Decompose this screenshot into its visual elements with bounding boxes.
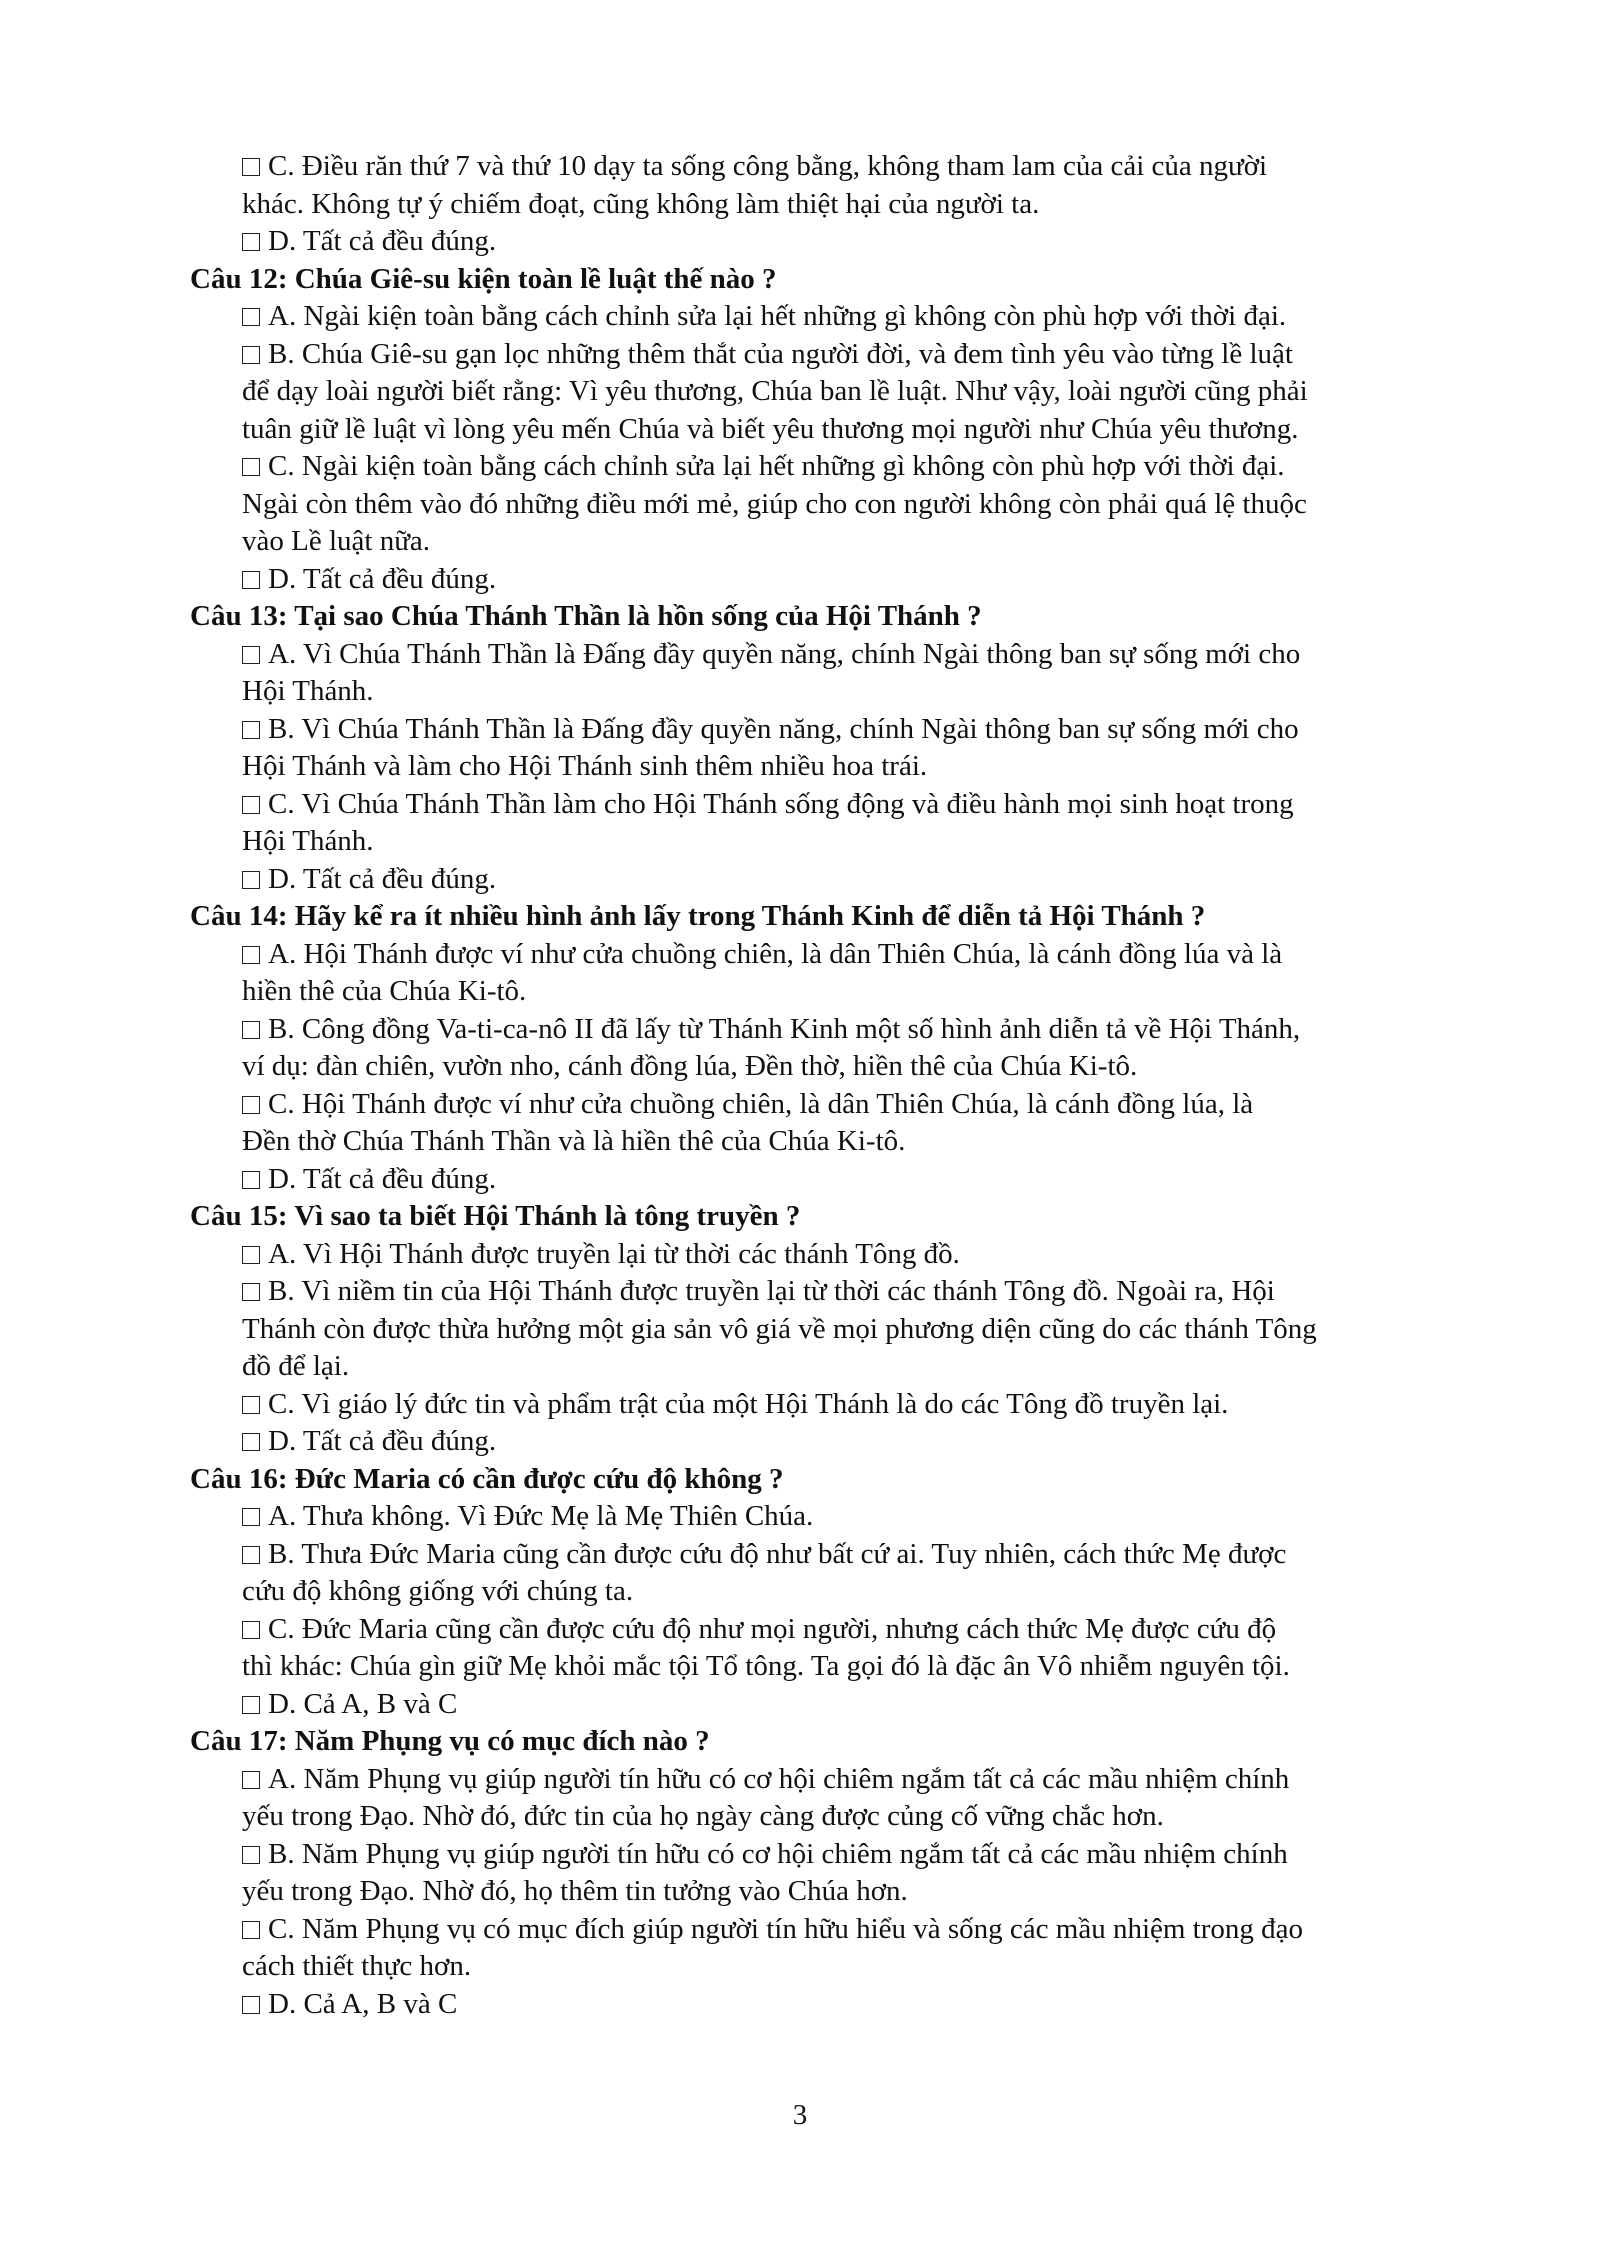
checkbox[interactable] [242,346,260,364]
option-text: tuân giữ lề luật vì lòng yêu mến Chúa và biết yêu thương mọi người như Chúa yêu thương. [242,412,1299,445]
option-text: cách thiết thực hơn. [242,1950,472,1982]
option-text: C. Ngài kiện toàn bằng cách chỉnh sửa lại hết những gì không còn phù hợp với thời đại. [268,450,1285,482]
checkbox[interactable] [242,1846,260,1864]
checkbox[interactable] [242,1396,260,1414]
checkbox[interactable] [242,1546,260,1564]
option-text: A. Năm Phụng vụ giúp người tín hữu có cơ hội chiêm ngắm tất cả các mầu nhiệm chính [268,1762,1290,1795]
option-text: Hội Thánh. [242,825,374,857]
option-text: yếu trong Đạo. Nhờ đó, họ thêm tin tưởng vào Chúa hơn. [242,1875,908,1907]
answer-option [190,1986,1412,2024]
checkbox[interactable] [242,646,260,664]
option-text: ví dụ: đàn chiên, vườn nho, cánh đồng lúa, Đền thờ, hiền thê của Chúa Ki-tô. [242,1050,1138,1082]
option-text: Thánh còn được thừa hưởng một gia sản vô giá về mọi phương diện cũng do các thánh Tông [242,1312,1317,1345]
question-title: Câu 15: Vì sao ta biết Hội Thánh là tông truyền ? [190,1200,801,1232]
option-text: để dạy loài người biết rằng: Vì yêu thương, Chúa ban lề luật. Như vậy, loài người cũng phải [242,375,1308,407]
option-text: D. Cả A, B và C [268,1987,458,2020]
option-text: D. Tất cả đều đúng. [268,1162,497,1195]
option-text: A. Vì Chúa Thánh Thần là Đấng đầy quyền năng, chính Ngài thông ban sự sống mới cho [268,637,1301,670]
option-text: C. Điều răn thứ 7 và thứ 10 dạy ta sống công bằng, không tham lam của cải của người [268,150,1268,182]
option-text: Đền thờ Chúa Thánh Thần và là hiền thê của Chúa Ki-tô. [242,1125,906,1157]
answer-option [190,1086,1412,1161]
answer-option [190,636,1412,711]
answer-option [190,1273,1412,1386]
answer-option [190,936,1412,1011]
question-title: Câu 16: Đức Maria có cần được cứu độ không ? [190,1462,784,1495]
option-text: C. Năm Phụng vụ có mục đích giúp người tín hữu hiểu và sống các mầu nhiệm trong đạo [268,1912,1304,1945]
option-text: D. Tất cả đều đúng. [268,862,497,895]
checkbox[interactable] [242,721,260,739]
answer-option [190,336,1412,449]
option-text: C. Hội Thánh được ví như cửa chuồng chiên, là dân Thiên Chúa, là cánh đồng lúa, là [268,1087,1254,1120]
option-text: D. Tất cả đều đúng. [268,1425,497,1457]
option-text: A. Ngài kiện toàn bằng cách chỉnh sửa lại hết những gì không còn phù hợp với thời đại. [268,300,1287,332]
option-text: Hội Thánh. [242,675,374,707]
option-text: C. Vì Chúa Thánh Thần làm cho Hội Thánh sống động và điều hành mọi sinh hoạt trong [268,787,1294,820]
checkbox[interactable] [242,1771,260,1789]
checkbox[interactable] [242,1696,260,1714]
answer-option [190,448,1412,561]
option-text: B. Thưa Đức Maria cũng cần được cứu độ như bất cứ ai. Tuy nhiên, cách thức Mẹ được [268,1537,1287,1570]
option-text: cứu độ không giống với chúng ta. [242,1575,634,1607]
option-text: B. Công đồng Va-ti-ca-nô II đã lấy từ Thánh Kinh một số hình ảnh diễn tả về Hội Thánh, [268,1012,1301,1045]
answer-option [190,1836,1412,1911]
answer-option [190,561,1412,599]
option-text: khác. Không tự ý chiếm đoạt, cũng không làm thiệt hại của người ta. [242,187,1040,220]
checkbox[interactable] [242,1996,260,2014]
option-text: hiền thê của Chúa Ki-tô. [242,975,527,1007]
checkbox[interactable] [242,1508,260,1526]
option-text: B. Năm Phụng vụ giúp người tín hữu có cơ hội chiêm ngắm tất cả các mầu nhiệm chính [268,1837,1288,1870]
checkbox[interactable] [242,946,260,964]
option-text: B. Vì Chúa Thánh Thần là Đấng đầy quyền năng, chính Ngài thông ban sự sống mới cho [268,712,1299,745]
checkbox[interactable] [242,158,260,176]
checkbox[interactable] [242,1021,260,1039]
answer-option [190,148,1412,223]
checkbox[interactable] [242,1096,260,1114]
answer-option [190,1386,1412,1424]
answer-option [190,861,1412,899]
question-title: Câu 14: Hãy kể ra ít nhiều hình ảnh lấy trong Thánh Kinh để diễn tả Hội Thánh ? [190,900,1206,932]
option-text: A. Thưa không. Vì Đức Mẹ là Mẹ Thiên Chúa. [268,1500,814,1532]
option-text: A. Vì Hội Thánh được truyền lại từ thời các thánh Tông đồ. [268,1237,960,1270]
option-text: D. Tất cả đều đúng. [268,562,497,595]
option-text: Hội Thánh và làm cho Hội Thánh sinh thêm nhiều hoa trái. [242,750,928,782]
answer-option [190,223,1412,261]
option-text: Ngài còn thêm vào đó những điều mới mẻ, giúp cho con người không còn phải quá lệ thuộc [242,487,1307,520]
option-text: vào Lề luật nữa. [242,525,431,557]
checkbox[interactable] [242,571,260,589]
checkbox[interactable] [242,871,260,889]
answer-option [190,1611,1412,1686]
answer-option [190,786,1412,861]
page-number: 3 [792,2099,808,2131]
option-text: đồ để lại. [242,1350,350,1382]
answer-option [190,1911,1412,1986]
question-title: Câu 17: Năm Phụng vụ có mục đích nào ? [190,1725,710,1757]
checkbox[interactable] [242,1921,260,1939]
option-text: D. Tất cả đều đúng. [268,225,497,257]
option-text: B. Vì niềm tin của Hội Thánh được truyền lại từ thời các thánh Tông đồ. Ngoài ra, Hội [268,1275,1275,1307]
quiz-content [190,148,1412,2023]
option-text: C. Đức Maria cũng cần được cứu độ như mọi người, nhưng cách thức Mẹ được cứu độ [268,1612,1277,1645]
option-text: B. Chúa Giê-su gạn lọc những thêm thắt của người đời, và đem tình yêu vào từng lề luật [268,337,1293,370]
checkbox[interactable] [242,1246,260,1264]
checkbox[interactable] [242,1171,260,1189]
answer-option [190,1236,1412,1274]
answer-option [190,298,1412,336]
checkbox[interactable] [242,233,260,251]
question-title: Câu 13: Tại sao Chúa Thánh Thần là hồn sống của Hội Thánh ? [190,600,982,632]
answer-option [190,1686,1412,1724]
checkbox[interactable] [242,1433,260,1451]
option-text: C. Vì giáo lý đức tin và phẩm trật của một Hội Thánh là do các Tông đồ truyền lại. [268,1387,1229,1420]
answer-option [190,1498,1412,1536]
checkbox[interactable] [242,796,260,814]
answer-option [190,711,1412,786]
answer-option [190,1761,1412,1836]
option-text: yếu trong Đạo. Nhờ đó, đức tin của họ ngày càng được củng cố vững chắc hơn. [242,1800,1164,1832]
answer-option [190,1536,1412,1611]
checkbox[interactable] [242,1621,260,1639]
checkbox[interactable] [242,458,260,476]
answer-option [190,1423,1412,1461]
question-title: Câu 12: Chúa Giê-su kiện toàn lề luật thế nào ? [190,262,777,295]
option-text: A. Hội Thánh được ví như cửa chuồng chiên, là dân Thiên Chúa, là cánh đồng lúa và là [268,937,1283,970]
option-text: thì khác: Chúa gìn giữ Mẹ khỏi mắc tội Tổ tông. Ta gọi đó là đặc ân Vô nhiễm nguyên tội. [242,1650,1290,1682]
checkbox[interactable] [242,1283,260,1301]
answer-option [190,1161,1412,1199]
answer-option [190,1011,1412,1086]
checkbox[interactable] [242,308,260,326]
option-text: D. Cả A, B và C [268,1687,458,1720]
